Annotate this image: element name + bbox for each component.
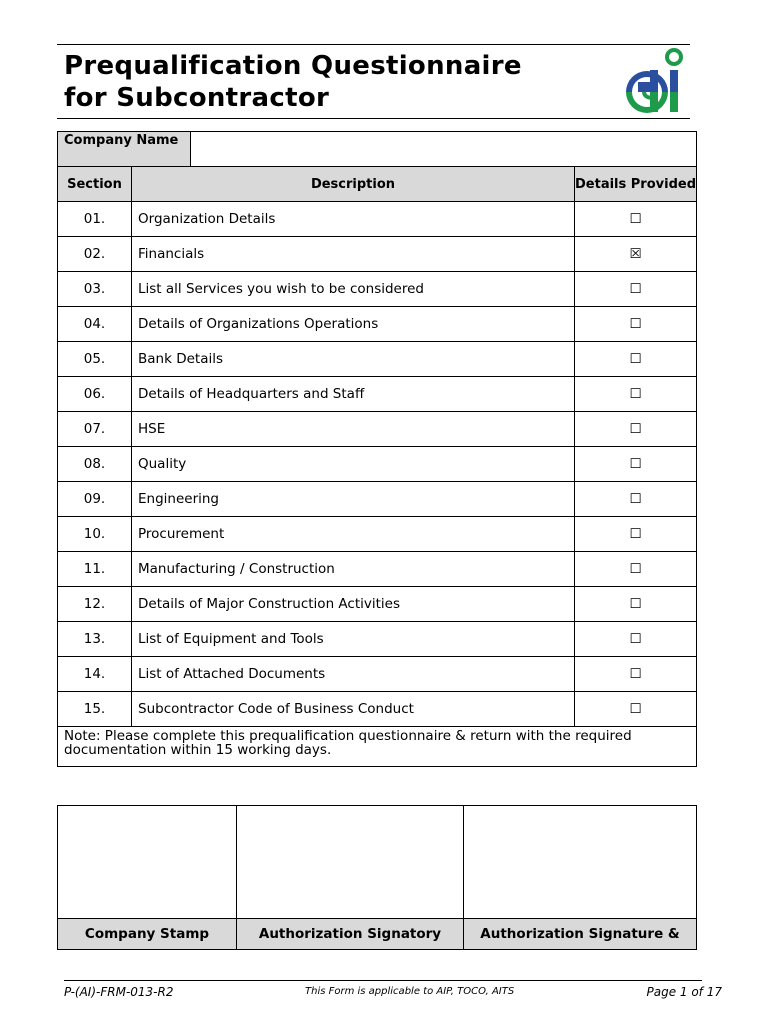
authorization-signatory-area[interactable] bbox=[237, 806, 464, 919]
section-number: 03. bbox=[58, 272, 132, 307]
details-checkbox[interactable]: ☐ bbox=[575, 377, 697, 412]
section-number: 05. bbox=[58, 342, 132, 377]
details-checkbox[interactable]: ☐ bbox=[575, 657, 697, 692]
section-description: List all Services you wish to be considered bbox=[132, 272, 575, 307]
authorization-signature-caption: Authorization Signature & bbox=[464, 919, 697, 950]
footer-rule bbox=[64, 980, 702, 981]
title-line-1: Prequalification Questionnaire bbox=[64, 51, 522, 81]
page-number: Page 1 of 17 bbox=[646, 985, 722, 999]
details-checkbox[interactable]: ☐ bbox=[575, 447, 697, 482]
page-title bbox=[64, 50, 604, 114]
company-stamp-area[interactable] bbox=[58, 806, 237, 919]
table-row bbox=[58, 482, 697, 517]
section-description: Manufacturing / Construction bbox=[132, 552, 575, 587]
section-number: 11. bbox=[58, 552, 132, 587]
table-row bbox=[58, 377, 697, 412]
table-row bbox=[58, 552, 697, 587]
authorization-signature-area[interactable] bbox=[464, 806, 697, 919]
details-checkbox[interactable]: ☐ bbox=[575, 692, 697, 727]
details-column-header: Details Provided bbox=[575, 167, 697, 202]
section-number: 13. bbox=[58, 622, 132, 657]
section-number: 09. bbox=[58, 482, 132, 517]
title-line-2: for Subcontractor bbox=[64, 83, 330, 113]
note-text: Note: Please complete this prequalification questionnaire & return with the required documentation within 15 working days. bbox=[58, 727, 697, 767]
section-description: Details of Major Construction Activities bbox=[132, 587, 575, 622]
section-number: 10. bbox=[58, 517, 132, 552]
details-checkbox[interactable]: ☐ bbox=[575, 517, 697, 552]
header-bottom-rule bbox=[57, 118, 690, 119]
sections-table bbox=[57, 166, 697, 767]
section-description: Procurement bbox=[132, 517, 575, 552]
details-checkbox[interactable]: ☐ bbox=[575, 272, 697, 307]
company-stamp-caption: Company Stamp bbox=[58, 919, 237, 950]
section-number: 02. bbox=[58, 237, 132, 272]
section-number: 01. bbox=[58, 202, 132, 237]
section-description: List of Attached Documents bbox=[132, 657, 575, 692]
authorization-signatory-caption: Authorization Signatory bbox=[237, 919, 464, 950]
document-code: P-(AI)-FRM-013-R2 bbox=[64, 985, 174, 999]
table-row bbox=[58, 657, 697, 692]
section-number: 08. bbox=[58, 447, 132, 482]
top-rule bbox=[57, 44, 690, 45]
section-description: Organization Details bbox=[132, 202, 575, 237]
section-column-header: Section bbox=[58, 167, 132, 202]
company-logo-icon bbox=[624, 48, 686, 116]
section-number: 12. bbox=[58, 587, 132, 622]
details-checkbox[interactable]: ☐ bbox=[575, 587, 697, 622]
section-number: 04. bbox=[58, 307, 132, 342]
section-number: 06. bbox=[58, 377, 132, 412]
table-row bbox=[58, 587, 697, 622]
company-name-label: Company Name bbox=[58, 132, 191, 168]
section-description: Details of Headquarters and Staff bbox=[132, 377, 575, 412]
section-description: HSE bbox=[132, 412, 575, 447]
section-number: 14. bbox=[58, 657, 132, 692]
details-checkbox[interactable]: ☐ bbox=[575, 412, 697, 447]
section-description: Bank Details bbox=[132, 342, 575, 377]
details-checkbox[interactable]: ☒ bbox=[575, 237, 697, 272]
table-row bbox=[58, 622, 697, 657]
details-checkbox[interactable]: ☐ bbox=[575, 482, 697, 517]
section-number: 07. bbox=[58, 412, 132, 447]
section-description: Subcontractor Code of Business Conduct bbox=[132, 692, 575, 727]
section-number: 15. bbox=[58, 692, 132, 727]
company-name-field[interactable] bbox=[191, 132, 697, 168]
details-checkbox[interactable]: ☐ bbox=[575, 342, 697, 377]
signature-table bbox=[57, 805, 697, 950]
description-column-header: Description bbox=[132, 167, 575, 202]
details-checkbox[interactable]: ☐ bbox=[575, 202, 697, 237]
table-row bbox=[58, 342, 697, 377]
table-row bbox=[58, 307, 697, 342]
company-name-table bbox=[57, 131, 697, 168]
table-row bbox=[58, 202, 697, 237]
details-checkbox[interactable]: ☐ bbox=[575, 307, 697, 342]
details-checkbox[interactable]: ☐ bbox=[575, 622, 697, 657]
table-row bbox=[58, 237, 697, 272]
applicability-note: This Form is applicable to AIP, TOCO, AITS bbox=[305, 986, 515, 997]
section-description: Details of Organizations Operations bbox=[132, 307, 575, 342]
section-description: Financials bbox=[132, 237, 575, 272]
details-checkbox[interactable]: ☐ bbox=[575, 552, 697, 587]
table-row bbox=[58, 692, 697, 727]
table-row bbox=[58, 517, 697, 552]
table-row bbox=[58, 272, 697, 307]
section-description: Engineering bbox=[132, 482, 575, 517]
section-description: List of Equipment and Tools bbox=[132, 622, 575, 657]
table-row bbox=[58, 412, 697, 447]
table-row bbox=[58, 447, 697, 482]
section-description: Quality bbox=[132, 447, 575, 482]
